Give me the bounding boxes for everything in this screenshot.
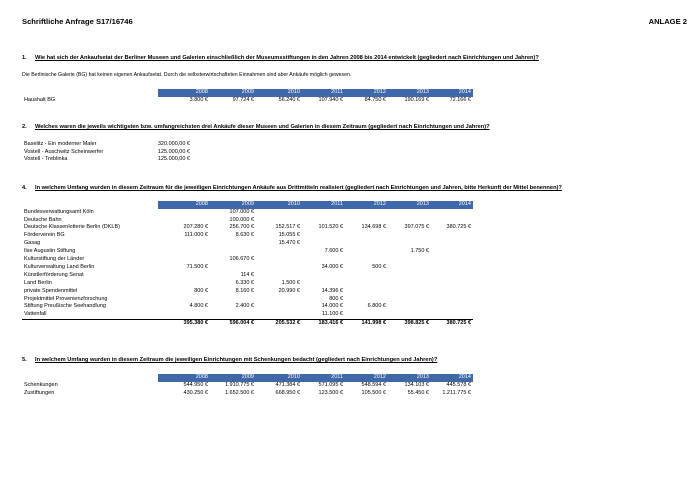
year-header-cell: 2009 [210,374,256,382]
value-cell: 380.725 € [446,224,471,231]
value-cell: 55.450 € [407,389,429,396]
value-cell [158,240,210,248]
year-header-cell: 2009 [210,201,256,209]
table-row [22,311,473,319]
value-cell: 15.470 € [278,240,300,247]
year-header-cell: 2010 [256,201,302,209]
year-header-cell: 2014 [431,89,473,97]
year-header-cell: 2013 [388,89,431,97]
value-cell [388,240,431,248]
value-cell [158,217,210,225]
value-cell: 6.330 € [235,279,254,286]
year-header-cell: 2011 [302,201,345,209]
row-label: Land Berlin [24,279,52,286]
value-cell: 430.250 € [183,389,208,396]
value-cell [256,296,302,304]
value-cell [388,296,431,304]
total-cell: 596.004 € [210,320,256,328]
value-cell [388,264,431,272]
value-cell: 571.095 € [318,381,343,388]
value-cell: 1.652.500 € [224,389,254,396]
value-cell [388,311,431,319]
value-cell: 101.520 € [318,224,343,231]
value-cell: 105.500 € [361,389,386,396]
value-cell: 544.950 € [183,381,208,388]
value-cell: 800 € [194,287,208,294]
row-label: Künstlerförderung Senat [24,271,84,278]
value-cell [256,303,302,311]
value-cell: 800 € [329,295,343,302]
row-label: Stiftung Preußische Seehandlung [24,303,106,310]
value-cell: 4.800 € [189,303,208,310]
header-blank-cell [22,89,158,97]
row-label: Schenkungen [24,381,58,388]
value-cell: 1.750 € [410,248,429,255]
total-cell: 395.380 € [158,320,210,328]
value-cell: 320.000,00 € [157,141,190,147]
row-label: Kulturverwaltung Land Berlin [24,263,95,270]
value-cell: 14.396 € [321,287,343,294]
row-label: Ilse Augustin Stiftung [24,248,76,255]
year-header-cell: 2012 [345,201,388,209]
total-cell: 398.825 € [388,320,431,328]
row-label: Förderverein BG [24,232,65,239]
row-label: Baselitz - Ein moderner Maler [24,141,97,147]
value-cell: 1.500 € [281,279,300,286]
totals-row [22,320,473,328]
third-party-funds-table [22,201,473,328]
value-cell: 134.103 € [404,381,429,388]
header-blank-cell [22,374,158,382]
row-label: Haushalt BG [24,96,56,103]
question-5-number: 5. [22,357,27,363]
year-header-cell: 2008 [158,201,210,209]
value-cell [388,256,431,264]
value-cell [256,264,302,272]
value-cell [431,303,473,311]
value-cell: 20.990 € [278,287,300,294]
value-cell [256,256,302,264]
value-cell: 107.940 € [318,96,343,103]
value-cell: 34.000 € [321,263,343,270]
value-cell: 207.280 € [183,224,208,231]
value-cell: 97.724 € [232,96,254,103]
value-cell [388,280,431,288]
value-cell [345,296,388,304]
value-cell: 71.500 € [186,263,208,270]
value-cell [158,296,210,304]
row-label: Vostell - Treblinka [24,156,68,163]
value-cell [431,256,473,264]
value-cell [431,280,473,288]
table-row [22,390,473,398]
annex-label: ANLAGE 2 [648,17,687,26]
value-cell: 56.240 € [278,96,300,103]
year-header-cell: 2010 [256,89,302,97]
total-cell: 183.416 € [302,320,345,328]
year-header-cell: 2013 [388,374,431,382]
value-cell [302,240,345,248]
document-title: Schriftliche Anfrage S17/16746 [22,17,133,26]
budget-table [22,89,473,105]
table-row [22,296,473,304]
value-cell [431,272,473,280]
question-4 [22,185,562,191]
row-label: Vostell - Auschwitz Scheinwerfer [24,148,104,155]
value-cell [302,280,345,288]
value-cell: 8.630 € [235,232,254,239]
value-cell: 123.500 € [318,389,343,396]
value-cell [210,296,256,304]
value-cell [388,232,431,240]
row-label: Deutsche Bahn [24,216,62,223]
table-row [22,217,473,225]
year-header-cell: 2012 [345,89,388,97]
value-cell: 14.000 € [321,303,343,310]
value-cell [256,217,302,225]
value-cell [256,272,302,280]
value-cell [256,311,302,319]
table-row [22,382,473,390]
question-1-text: Wie hat sich der Ankaufsetat der Berliner Museen und Galerien einschließlich der Museumsstiftungen in den Jahren 2008 bis 2014 entwickelt (gegliedert nach Einrichtungen und Jahren)? [35,55,539,61]
value-cell: 8.160 € [235,287,254,294]
question-1 [22,55,539,61]
row-label: Projektmittel Provenienzforschung [24,295,108,302]
year-header-cell: 2010 [256,374,302,382]
value-cell [158,209,210,217]
value-cell [210,264,256,272]
row-label: Zustiftungen [24,389,55,396]
value-cell [302,217,345,225]
year-header-cell: 2008 [158,89,210,97]
value-cell [256,209,302,217]
table-row [22,288,473,296]
question-4-number: 4. [22,185,27,191]
value-cell [345,280,388,288]
year-header-cell: 2013 [388,201,431,209]
table-row [22,256,473,264]
table-row [22,280,473,288]
question-2 [22,124,490,130]
value-cell [388,272,431,280]
value-cell [345,209,388,217]
table-row [22,232,473,240]
value-cell [345,248,388,256]
table-row [22,248,473,256]
table-row [22,264,473,272]
value-cell [158,311,210,319]
value-cell [431,288,473,296]
year-header-cell: 2009 [210,89,256,97]
row-label: Gasag [24,240,41,247]
value-cell: 84.750 € [364,96,386,103]
year-header-row [22,374,473,382]
value-cell [388,303,431,311]
table-row [22,272,473,280]
table-row [22,240,473,248]
value-cell [431,248,473,256]
value-cell [345,256,388,264]
row-label: Deutsche Klassenlotterie Berlin (DKLB) [24,224,120,231]
value-cell: 152.517 € [275,224,300,231]
year-header-cell: 2014 [431,374,473,382]
totals-label-cell [22,320,158,328]
value-cell [431,217,473,225]
value-cell [431,296,473,304]
question-1-number: 1. [22,55,27,61]
donations-table [22,374,473,397]
value-cell [210,240,256,248]
value-cell [431,209,473,217]
value-cell: 397.075 € [404,224,429,231]
value-cell: 111.000 € [184,232,208,239]
table-row [22,149,192,157]
question-4-text: In welchem Umfang wurden in diesem Zeitraum für die jeweiligen Einrichtungen Ankäufe aus Drittmitteln realisiert (gegliedert nach Einrichtungen und Jahren, bitte Herkunft der Mittel benennen)? [35,185,562,191]
value-cell [210,248,256,256]
value-cell: 125.000,00 € [157,156,190,163]
year-header-row [22,89,473,97]
year-header-cell: 2012 [345,374,388,382]
value-cell [431,240,473,248]
value-cell: 190.169 € [404,96,429,103]
value-cell: 471.384 € [275,381,300,388]
value-cell [345,288,388,296]
question-2-number: 2. [22,124,27,130]
value-cell [302,256,345,264]
header-blank-cell [22,201,158,209]
value-cell [158,256,210,264]
value-cell [302,232,345,240]
value-cell [345,311,388,319]
value-cell: 2.400 € [235,303,254,310]
row-label: Kulturstiftung der Länder [24,256,85,263]
total-cell: 380.725 € [431,320,473,328]
row-label: Bundesverwaltungsamt Köln [24,208,94,215]
total-cell: 141.998 € [345,320,388,328]
value-cell [210,311,256,319]
row-label: private Spendenmittel [24,287,78,294]
year-header-row [22,201,473,209]
value-cell [158,248,210,256]
value-cell [431,311,473,319]
table-row [22,97,473,105]
value-cell: 548.594 € [361,381,386,388]
total-cell: 205.532 € [256,320,302,328]
value-cell: 7.600 € [324,248,343,255]
question-5 [22,357,437,363]
value-cell: 11.100 € [321,311,343,318]
value-cell: 15.055 € [278,232,300,239]
value-cell: 6.800 € [367,303,386,310]
value-cell: 100.000 € [229,216,254,223]
year-header-cell: 2011 [302,89,345,97]
value-cell: 114 € [240,271,254,278]
value-cell [345,217,388,225]
year-header-cell: 2008 [158,374,210,382]
value-cell [345,240,388,248]
value-cell [158,272,210,280]
table-row [22,303,473,311]
value-cell: 106.670 € [229,256,254,263]
value-cell [431,232,473,240]
value-cell [431,264,473,272]
table-row [22,156,192,164]
value-cell: 1.211.775 € [442,389,471,396]
value-cell [388,288,431,296]
question-1-note: Die Berlinische Galerie (BG) hat keinen eigenen Ankaufsetat. Durch die selbsterwirtschafteten Einnahmen sind aber Ankäufe möglich gewesen. [22,72,352,78]
value-cell [388,217,431,225]
value-cell [302,272,345,280]
value-cell: 3.800 € [189,96,208,103]
value-cell: 500 € [372,263,386,270]
value-cell [345,232,388,240]
value-cell [302,209,345,217]
top-purchases-table [22,141,192,164]
value-cell [256,248,302,256]
value-cell: 256.700 € [229,224,254,231]
value-cell: 445.578 € [446,381,471,388]
value-cell [388,209,431,217]
value-cell: 72.166 € [449,96,471,103]
table-row [22,224,473,232]
value-cell: 668.950 € [275,389,300,396]
table-row [22,141,192,149]
year-header-cell: 2014 [431,201,473,209]
row-label: Vattenfall [24,311,47,318]
value-cell: 125.000,00 € [157,148,190,155]
table-row [22,209,473,217]
value-cell: 107.000 € [229,208,254,215]
value-cell: 134.698 € [361,224,386,231]
question-5-text: In welchem Umfang wurden in diesem Zeitraum die jeweiligen Einrichtungen mit Schenkungen bedacht (gegliedert nach Einrichtungen und Jahren)? [35,357,438,363]
value-cell [158,280,210,288]
value-cell: 1.910.775 € [224,381,254,388]
value-cell [345,272,388,280]
year-header-cell: 2011 [302,374,345,382]
question-2-text: Welches waren die jeweils wichtigsten bzw. umfangreichsten drei Ankäufe dieser Museen und Galerien in diesem Zeitraum (gegliedert nach Einrichtungen und Jahren)? [35,124,490,130]
